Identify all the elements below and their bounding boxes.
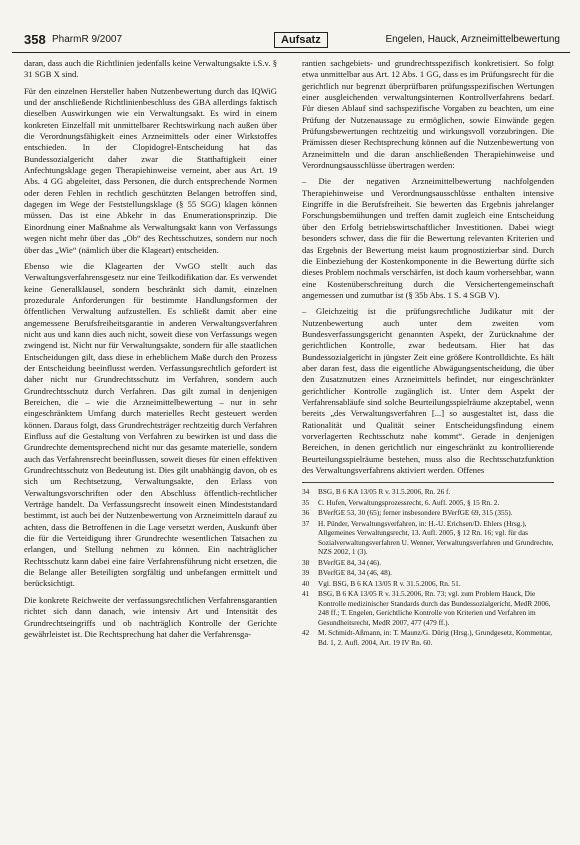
- footnote: [302, 589, 554, 627]
- footnote: [302, 568, 554, 578]
- footnote-number: 40: [302, 578, 310, 588]
- right-column: [302, 58, 554, 648]
- footnote-number: 37: [302, 518, 310, 528]
- footnotes: [302, 482, 554, 647]
- footnote-number: 38: [302, 557, 310, 567]
- footnote: [302, 558, 554, 568]
- paragraph: daran, dass auch die Richtlinien jedenfalls keine Verwaltungsakte i.S.v. § 31 SGB X sind.: [24, 58, 277, 80]
- footnote-number: 41: [302, 589, 310, 599]
- footnote-text: C. Hufen, Verwaltungsprozessrecht, 6. Aufl. 2005, § 15 Rn. 2.: [318, 497, 500, 507]
- page-number: 358: [24, 32, 46, 47]
- paragraph: Für den einzelnen Hersteller haben Nutzenbewertung durch das IQWiG und der anschließende Richtlinienbeschluss des GBA allerdings faktisch dieselben Auswirkungen wie ein Verwaltungsakt. Es wird in einem konkreten Einzelfall mit unmittelbarer Rechtswirkung nach außen über die Verordnungsfähigkeit eines Arzneimittels oder einer Wirkstoffes entschieden. In der Clopidogrel-Entscheidung hat das Bundessozialgericht daher zwar die Statthaftigkeit einer Anfechtungsklage gegen Therapiehinweise verneint, aber aus Art. 19 Abs. 4 GG abgeleitet, dass Personen, die durch entsprechende Normen oder deren Fehlen in rechtlich geschützten Belangen betroffen sind, dagegen im Wege der Feststellungsklage (§ 55 SGG) klagen können müssen. Das ist eine Abkehr in das Enumerationsprinzip. Die Einordnung einer Maßnahme als Verwaltungsakt kann von Verfassungs wegen nicht mehr über das „Ob“ des Rechtsschutzes, sondern nur noch über das „Wie“ (nämlich über die Klageart) entscheiden.: [24, 85, 277, 255]
- footnote: [302, 519, 554, 557]
- article-authors: Engelen, Hauck, Arzneimittelbewertung: [385, 34, 560, 45]
- footnote-text: BVerfGE 53, 30 (65); ferner insbesondere BVerfGE 69, 315 (355).: [318, 508, 513, 518]
- footnote-text: BVerfGE 84, 34 (46, 48).: [318, 568, 392, 578]
- paragraph: rantien sachgebiets- und grundrechtsspezifisch konkretisiert. So folgt etwa unmittelbar aus Art. 12 Abs. 1 GG, dass es im Prüfungsrecht für die gerichtlich nur begrenzt überprüfbaren prüfungsspezifischen Wertungen einer ausgleichenden verwaltungsinternen Kontrollverfahrens bedarf. Für diesen Ablauf sind sachspezifische Vorgaben zu beachten, um eine Prüfung der Nutzenaussage zu ermöglichen, sowie Einwände gegen Prüfungsbewertungen rechtzeitig und wirkungsvoll vorzubringen. Die Prämissen dieser Rechtsprechung können auf die Nutzenbewertung von Arzneimitteln und die daran anschließenden Therapiehinweise und Verordnungsausschlüsse übertragen werden:: [302, 58, 554, 171]
- footnote-number: 34: [302, 487, 310, 497]
- footnote: [302, 628, 554, 647]
- footnote-text: BSG, B 6 KA 13/05 R v. 31.5.2006, Rn. 73; vgl. zum Problem Hauck, Die Kontrolle medizinischer Standards durch das Bundessozialgericht, MedR 2006, 248 ff.; T. Engelen, Gerichtliche Kontrolle von Kriterien und Verfahren im Gesundheitsrecht, MedR 2007, 477 (479 ff.).: [318, 589, 551, 627]
- page-header: [12, 30, 570, 53]
- footnote: [302, 508, 554, 518]
- journal-name: PharmR 9/2007: [52, 34, 123, 45]
- left-column: [24, 58, 277, 645]
- footnote-text: M. Schmidt-Aßmann, in: T. Maunz/G. Dürig (Hrsg.), Grundgesetz, Kommentar, Bd. 1, 2. Aufl. 2004, Art. 19 IV Rn. 60.: [318, 628, 553, 647]
- footnote-number: 36: [302, 508, 310, 518]
- footnote-number: 39: [302, 568, 310, 578]
- paragraph: – Gleichzeitig ist die prüfungsrechtliche Judikatur mit der Nutzenbewertung auch unter dem zweiten vom Bundesverfassungsgericht genannten Aspekt, der Zurücknahme der gerichtlichen Kontrolle, zwar bedeutsam. Hier hat das Bundessozialgericht in jüngster Zeit eine größere Kontrolldichte. Es hält aber daran fest, dass die eigentliche Abwägungsentscheidung, die über den Zusatznutzen eines Arzneimittels befindet, nur eingeschränkter gerichtlicher Kontrolle zugänglich ist. Unter dem Aspekt der Verfahrensabläufe sind solche Beurteilungsspielräume akzeptabel, wenn bereits „des Verwaltungsverfahren [...] so ausgestaltet ist, dass die Rationalität und Qualität seiner Entscheidungsfindung einem vorverlagerten Rechtsschutz nahe kommt“. Gerade in denjenigen Bereichen, in denen gerichtlich nur eingeschränkt zu kontrollierende Beurteilungsspielräume bestehen, muss also die Rechtsschutzfunktion des Verwaltungsverfahrens aktiviert werden. Offenes: [302, 306, 554, 476]
- paragraph: Die konkrete Reichweite der verfassungsrechtlichen Verfahrensgarantien richtet sich dann danach, wie intensiv Art und Intensität des Grundrechtseingriffs und ob nachträglich Kontrolle der Gerichte gewährleistet ist. Die Rechtsprechung hat daher die Verfahrensga-: [24, 594, 277, 639]
- section-label: Aufsatz: [274, 32, 328, 48]
- footnote-text: Vgl. BSG, B 6 KA 13/05 R v. 31.5.2006, Rn. 51.: [318, 578, 461, 588]
- paragraph: Ebenso wie die Klagearten der VwGO stellt auch das Verwaltungsverfahrensgesetz nur eine Teilkodifikation dar. Es verwendet keine Generalklausel, sondern beschränkt sich damit, einzelnen prozedurale Anforderungen für bestimmte Handlungsformen der öffentlichen Verwaltung aufzustellen. Es schließt damit aber eine angemessene Berufsfreiheitsgarantie in anderen Verwaltungsverfahren nicht aus und kann dies auch nicht, soweit diese von Verfassungs wegen zwingend ist. Nicht nur für Verwaltungsakte, sondern für alle staatlichen Entscheidungen gilt, dass diese in erheblichem Maße durch den Prozess der Entscheidung beeinflusst werden. Verfassungsrechtlich gefordert ist daher nicht nur Grundrechtsschutz im Verfahren, sondern auch Grundrechtsschutz durch Verfahren. Das gilt zumal in denjenigen Bereichen, die – wie die Arzneimittelbewertung – nur in sehr eingeschränktem Umfang durch materielles Recht gesteuert werden können. Daraus folgt, dass Grundrechtsträger rechtzeitig durch Verfahren Einfluss auf die Gestaltung von Verfahren zu bewirken ist und dass die Grundrechte dementsprechend nicht nur das gesamte materielle, sondern auch das Verfahrensrecht beeinflussen, soweit dieses für einen effektiven Grundrechtsschutz von Bedeutung ist. Dies gilt unabhängig davon, ob es sich um Rechtsetzung, Verwaltungsakte, den Erlass von Verwaltungsvorschriften oder den Abschluss öffentlich-rechtlicher Verträge handelt. Da Verfassungsrecht insoweit einen Mindeststandard bestimmt, ist auch bei der Nutzenbewertung von Arzneimitteln darauf zu achten, dass die Betroffenen in die Lage versetzt werden, Auskunft über die für die Verteidigung ihrer Grundrechte wesentlichen Tatsachen zu erlangen, und Stellung nehmen zu können. Ein nachträglicher Rechtsschutz kann dabei eine faire Verfahrensführung nicht ersetzen, die die Belange aller Beteiligten sorgfältig und unbefangen ermittelt und berücksichtigt.: [24, 260, 277, 589]
- footnote-number: 35: [302, 497, 310, 507]
- footnote-text: BVerfGE 84, 34 (46).: [318, 557, 382, 567]
- footnote: [302, 498, 554, 508]
- footnote: [302, 579, 554, 589]
- paragraph: – Die der negativen Arzneimittelbewertung nachfolgenden Therapiehinweise und Verordnungsausschlüsse enthalten intensive Eingriffe in die Berufsfreiheit. Sie bewerten das Ergebnis jahrelanger Forschungsbemühungen und treffen damit zugleich eine Entscheidung über den Erfolg betriebswirtschaftlicher Investitionen. Dabei wiegt besonders schwer, dass die für die Bewertung relevanten Kriterien und das Ergebnis der Bewertung meist kaum prognostizierbar sind. Durch die Einbeziehung der Kostenkomponente in die Bewertung dürfte sich dieses Problem nochmals verschärfen, ist doch kaum vorhersehbar, wann eine Kostenüberschreitung durch die Versichertengemeinschaft angemessen und zumutbar ist (§ 35b Abs. 1 S. 4 SGB V).: [302, 176, 554, 300]
- footnote-text: H. Pünder, Verwaltungsverfahren, in: H.-U. Erichsen/D. Ehlers (Hrsg.), Allgemeines Verwaltungsrecht, 13. Aufl. 2005, § 12 Rn. 16; vgl. für das Sozialverwaltungsverfahren U. Wenner, Verwaltungsverfahren und Grundrechte, NZS 2002, 1 (3).: [318, 518, 554, 557]
- footnote-text: BSG, B 6 KA 13/05 R v. 31.5.2006, Rn. 26 f.: [318, 487, 451, 497]
- footnote-number: 42: [302, 628, 310, 638]
- footnote: [302, 487, 554, 497]
